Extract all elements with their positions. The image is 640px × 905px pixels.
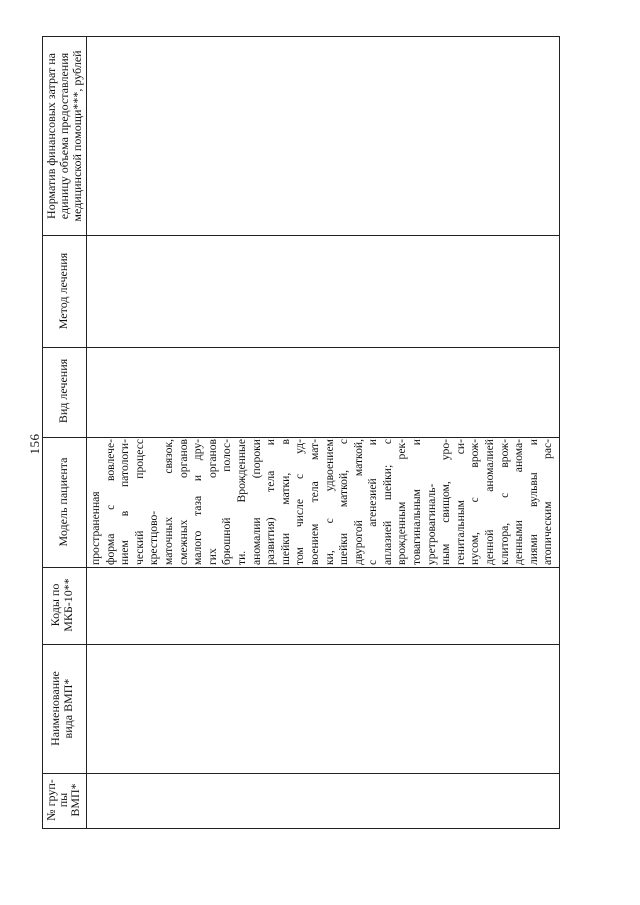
divider-5 <box>43 644 559 645</box>
header-mkb-codes-cell <box>43 567 86 644</box>
header-cost-norm-cell <box>43 37 86 235</box>
patient-model-line: аномалии (пороки <box>249 439 263 565</box>
patient-model-line: ным свищом, уро- <box>439 439 453 565</box>
divider-2 <box>43 347 559 348</box>
header-treatment-method: Метод лечения <box>56 252 70 330</box>
patient-model-line: уретровагиналь- <box>424 483 438 565</box>
patient-model-line: ки, с удвоением <box>322 439 336 565</box>
divider-1 <box>43 235 559 236</box>
patient-model-line: нием в патологи- <box>118 439 132 565</box>
patient-model-line: лиями вульвы и <box>526 439 540 565</box>
header-vmp-name-cell <box>43 644 86 773</box>
patient-model-line: ческий процесс <box>132 439 146 565</box>
patient-model-line: том числе с уд- <box>293 439 307 565</box>
patient-model-line: клитора, с врож- <box>497 439 511 565</box>
header-patient-model-cell <box>43 437 86 567</box>
patient-model-line: аплазией шейки; с <box>380 439 394 565</box>
patient-model-line: ти. Врожденные <box>234 439 248 565</box>
patient-model-line: брюшной полос- <box>220 439 234 565</box>
patient-model-line: денными анома- <box>512 439 526 565</box>
header-vmp-name: Наименование вида ВМП* <box>48 671 75 746</box>
header-group-no-cell <box>43 773 86 830</box>
patient-model-line: воением тела мат- <box>307 439 321 565</box>
header-treatment-type-cell <box>43 347 86 437</box>
patient-model-line: генитальным си- <box>453 439 467 565</box>
divider-3 <box>43 437 559 438</box>
patient-model-line: шейки маткой, с <box>337 439 351 565</box>
header-mkb-codes: Коды по МКБ-10** <box>48 578 75 632</box>
patient-model-line: крестцово- <box>147 510 161 565</box>
page-number: 156 <box>27 433 42 455</box>
patient-model-line: форма с вовлече- <box>103 439 117 565</box>
patient-model-cell <box>89 439 559 565</box>
patient-model-text <box>89 439 556 565</box>
patient-model-line: атопическим рас- <box>541 439 555 565</box>
patient-model-line: денной аномалией <box>483 439 497 565</box>
patient-model-line: смежных органов <box>176 439 190 565</box>
patient-model-line: двурогой маткой, <box>351 439 365 565</box>
header-group-no: № груп- пы ВМП* <box>44 779 82 821</box>
patient-model-line: маточных связок, <box>161 439 175 565</box>
patient-model-line: шейки матки, в <box>278 439 292 565</box>
patient-model-line: гих органов <box>205 439 219 565</box>
header-treatment-method-cell <box>43 235 86 347</box>
patient-model-line: врожденным рек- <box>395 439 409 565</box>
divider-4 <box>43 567 559 568</box>
patient-model-line: пространенная <box>89 491 102 565</box>
header-cost-norm: Норматив финансовых затрат на единицу объема предоставления медицинской помощи***, рублей <box>44 50 84 222</box>
header-treatment-type: Вид лечения <box>56 358 70 424</box>
header-body-divider <box>86 37 87 828</box>
patient-model-line: развития) тела и <box>264 439 278 565</box>
divider-6 <box>43 773 559 774</box>
treatment-table <box>42 36 560 829</box>
header-patient-model: Модель пациента <box>56 457 70 547</box>
patient-model-line: малого таза и дру- <box>191 439 205 565</box>
patient-model-line: товагинальным и <box>410 439 424 565</box>
patient-model-line: нусом, с врож- <box>468 439 482 565</box>
patient-model-line: с агенезией и <box>366 439 380 565</box>
